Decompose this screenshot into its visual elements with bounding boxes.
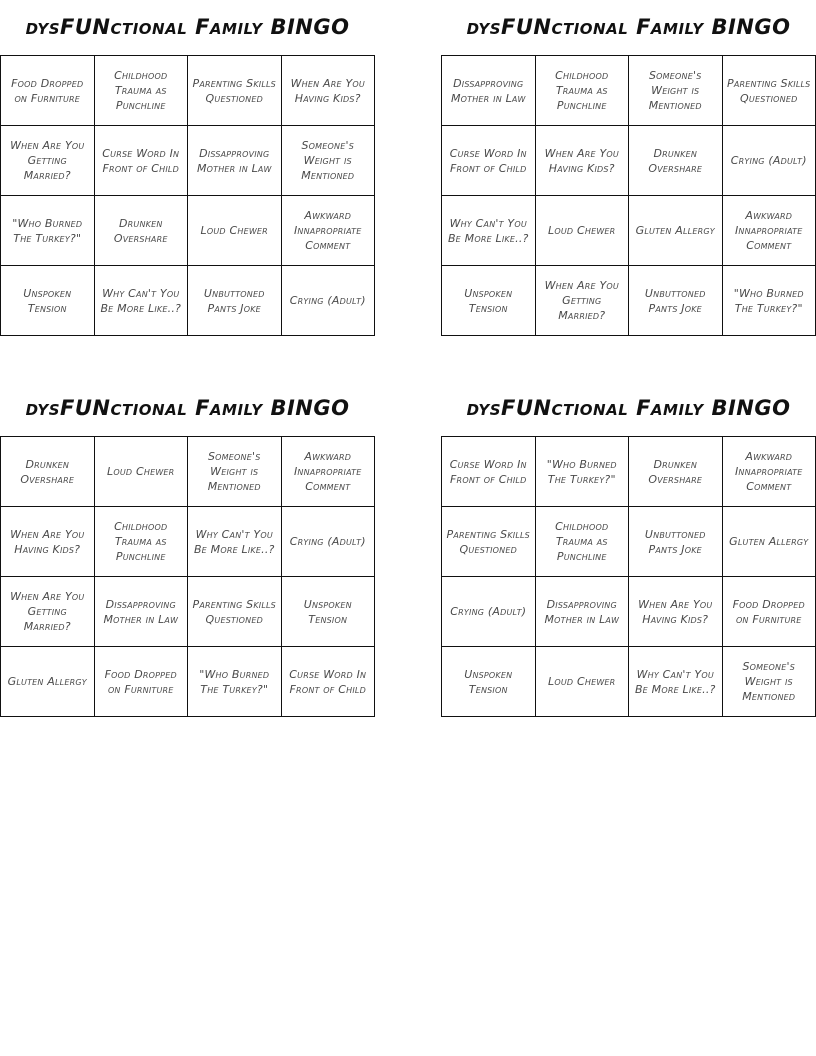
bingo-square[interactable]: Childhood Trauma as Punchline bbox=[94, 56, 188, 126]
bingo-square[interactable]: Crying (Adult) bbox=[722, 126, 816, 196]
bingo-square[interactable]: Crying (Adult) bbox=[281, 507, 375, 577]
bingo-grid bbox=[0, 436, 375, 717]
bingo-grid bbox=[441, 436, 816, 717]
bingo-square[interactable]: Awkward Innapropriate Comment bbox=[722, 437, 816, 507]
grid-row bbox=[1, 647, 375, 717]
bingo-square[interactable]: "Who Burned The Turkey?" bbox=[535, 437, 629, 507]
bingo-square[interactable]: Gluten Allergy bbox=[629, 196, 723, 266]
bingo-square[interactable]: Awkward Innapropriate Comment bbox=[722, 196, 816, 266]
bingo-square[interactable]: Curse Word In Front of Child bbox=[281, 647, 375, 717]
grid-row bbox=[442, 266, 816, 336]
grid-row bbox=[442, 507, 816, 577]
bingo-square[interactable]: Curse Word In Front of Child bbox=[442, 126, 536, 196]
bingo-square[interactable]: When Are You Getting Married? bbox=[1, 577, 95, 647]
bingo-square[interactable]: Dissapproving Mother in Law bbox=[442, 56, 536, 126]
bingo-square[interactable]: Food Dropped on Furniture bbox=[94, 647, 188, 717]
card-title: dysFUNctional Family BINGO bbox=[25, 396, 350, 420]
grid-row bbox=[1, 507, 375, 577]
bingo-square[interactable]: Someone's Weight is Mentioned bbox=[629, 56, 723, 126]
bingo-square[interactable]: Unspoken Tension bbox=[281, 577, 375, 647]
bingo-square[interactable]: Food Dropped on Furniture bbox=[1, 56, 95, 126]
bingo-square[interactable]: Childhood Trauma as Punchline bbox=[535, 56, 629, 126]
bingo-square[interactable]: "Who Burned The Turkey?" bbox=[188, 647, 282, 717]
bingo-square[interactable]: Drunken Overshare bbox=[1, 437, 95, 507]
bingo-square[interactable]: Someone's Weight is Mentioned bbox=[188, 437, 282, 507]
bingo-square[interactable]: Unbuttoned Pants Joke bbox=[188, 266, 282, 336]
bingo-square[interactable]: Childhood Trauma as Punchline bbox=[535, 507, 629, 577]
bingo-square[interactable]: Drunken Overshare bbox=[629, 437, 723, 507]
bingo-square[interactable]: Drunken Overshare bbox=[629, 126, 723, 196]
bingo-square[interactable]: Parenting Skills Questioned bbox=[188, 56, 282, 126]
bingo-square[interactable]: When Are You Getting Married? bbox=[535, 266, 629, 336]
bingo-square[interactable]: Parenting Skills Questioned bbox=[722, 56, 816, 126]
bingo-square[interactable]: Awkward Innapropriate Comment bbox=[281, 437, 375, 507]
bingo-square[interactable]: Childhood Trauma as Punchline bbox=[94, 507, 188, 577]
bingo-square[interactable]: Loud Chewer bbox=[188, 196, 282, 266]
bingo-square[interactable]: Loud Chewer bbox=[535, 647, 629, 717]
bingo-square[interactable]: Gluten Allergy bbox=[722, 507, 816, 577]
bingo-square[interactable]: Food Dropped on Furniture bbox=[722, 577, 816, 647]
bingo-square[interactable]: Why Can't You Be More Like..? bbox=[94, 266, 188, 336]
grid-row bbox=[1, 126, 375, 196]
grid-row bbox=[1, 577, 375, 647]
bingo-square[interactable]: Why Can't You Be More Like..? bbox=[188, 507, 282, 577]
card-title: dysFUNctional Family BINGO bbox=[25, 15, 350, 39]
bingo-square[interactable]: Awkward Innapropriate Comment bbox=[281, 196, 375, 266]
bingo-square[interactable]: When Are You Having Kids? bbox=[629, 577, 723, 647]
bingo-square[interactable]: Curse Word In Front of Child bbox=[442, 437, 536, 507]
grid-row bbox=[1, 437, 375, 507]
bingo-square[interactable]: Loud Chewer bbox=[94, 437, 188, 507]
bingo-square[interactable]: Loud Chewer bbox=[535, 196, 629, 266]
bingo-square[interactable]: Drunken Overshare bbox=[94, 196, 188, 266]
card-title: dysFUNctional Family BINGO bbox=[466, 396, 791, 420]
grid-row bbox=[442, 126, 816, 196]
bingo-square[interactable]: Why Can't You Be More Like..? bbox=[629, 647, 723, 717]
bingo-square[interactable]: Curse Word In Front of Child bbox=[94, 126, 188, 196]
bingo-square[interactable]: Crying (Adult) bbox=[281, 266, 375, 336]
bingo-square[interactable]: Someone's Weight is Mentioned bbox=[722, 647, 816, 717]
bingo-square[interactable]: When Are You Having Kids? bbox=[1, 507, 95, 577]
bingo-square[interactable]: Unspoken Tension bbox=[442, 647, 536, 717]
grid-row bbox=[442, 56, 816, 126]
bingo-grid bbox=[0, 55, 375, 336]
grid-row bbox=[1, 266, 375, 336]
bingo-square[interactable]: Someone's Weight is Mentioned bbox=[281, 126, 375, 196]
grid-row bbox=[442, 437, 816, 507]
card-title: dysFUNctional Family BINGO bbox=[466, 15, 791, 39]
bingo-square[interactable]: Crying (Adult) bbox=[442, 577, 536, 647]
bingo-square[interactable]: Unbuttoned Pants Joke bbox=[629, 266, 723, 336]
bingo-square[interactable]: Dissapproving Mother in Law bbox=[535, 577, 629, 647]
bingo-square[interactable]: Unspoken Tension bbox=[1, 266, 95, 336]
bingo-square[interactable]: When Are You Having Kids? bbox=[281, 56, 375, 126]
bingo-square[interactable]: When Are You Getting Married? bbox=[1, 126, 95, 196]
bingo-square[interactable]: Unbuttoned Pants Joke bbox=[629, 507, 723, 577]
bingo-square[interactable]: Gluten Allergy bbox=[1, 647, 95, 717]
bingo-square[interactable]: Parenting Skills Questioned bbox=[188, 577, 282, 647]
bingo-square[interactable]: When Are You Having Kids? bbox=[535, 126, 629, 196]
bingo-square[interactable]: "Who Burned The Turkey?" bbox=[722, 266, 816, 336]
bingo-square[interactable]: "Who Burned The Turkey?" bbox=[1, 196, 95, 266]
grid-row bbox=[442, 577, 816, 647]
grid-row bbox=[442, 647, 816, 717]
bingo-square[interactable]: Why Can't You Be More Like..? bbox=[442, 196, 536, 266]
bingo-square[interactable]: Dissapproving Mother in Law bbox=[94, 577, 188, 647]
bingo-grid bbox=[441, 55, 816, 336]
bingo-square[interactable]: Dissapproving Mother in Law bbox=[188, 126, 282, 196]
bingo-square[interactable]: Parenting Skills Questioned bbox=[442, 507, 536, 577]
grid-row bbox=[1, 56, 375, 126]
grid-row bbox=[442, 196, 816, 266]
bingo-square[interactable]: Unspoken Tension bbox=[442, 266, 536, 336]
grid-row bbox=[1, 196, 375, 266]
